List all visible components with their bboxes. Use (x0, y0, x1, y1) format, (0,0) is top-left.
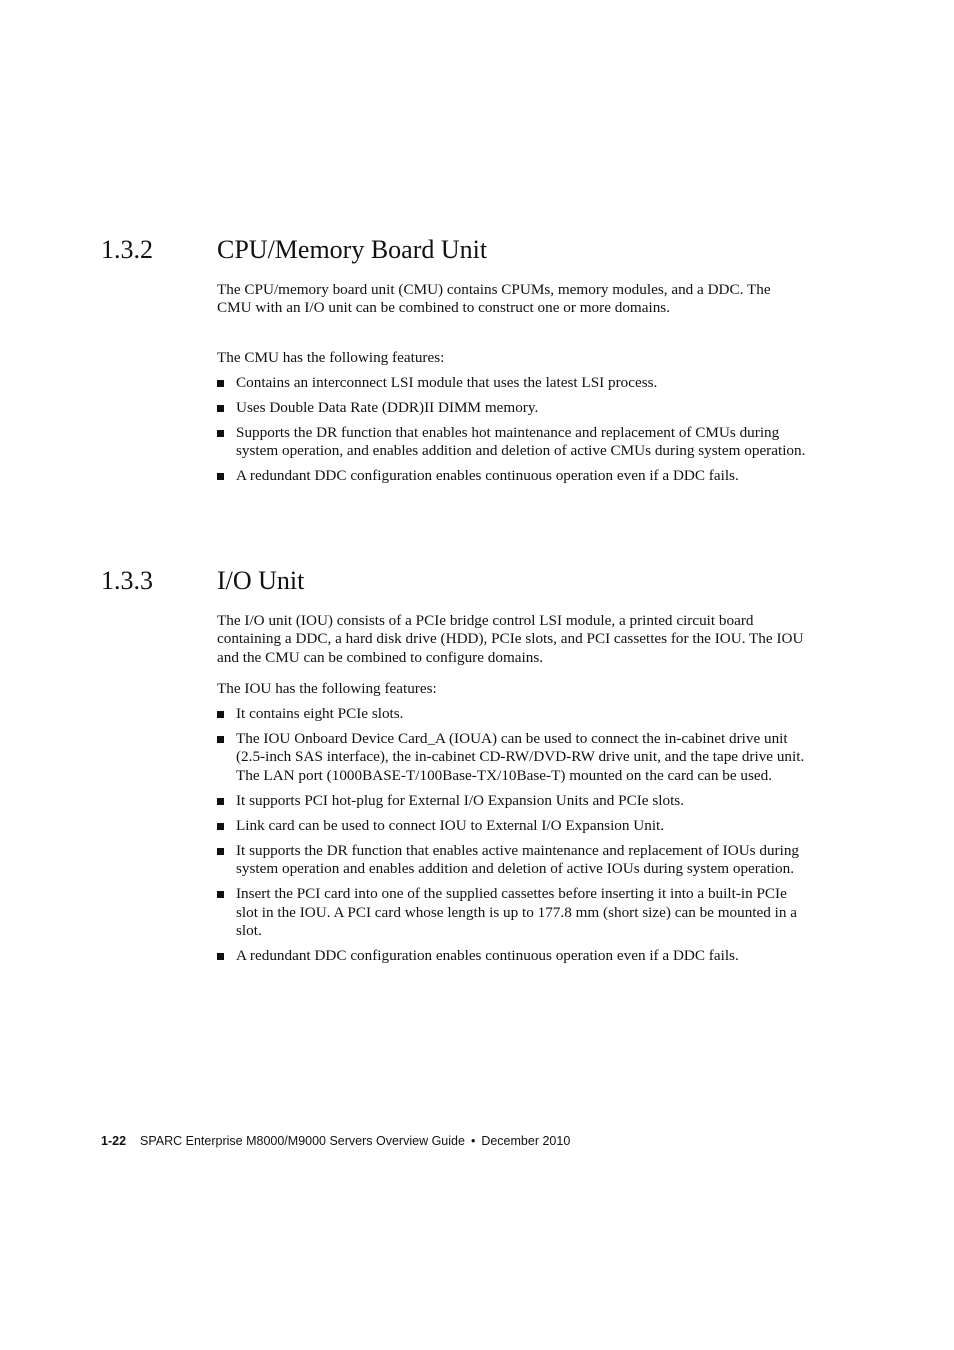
square-bullet-icon (217, 473, 224, 480)
footer-separator: • (470, 1134, 476, 1148)
list-item: Insert the PCI card into one of the supplied cassettes before inserting it into a built-in PCIe slot in the IOU. A PCI card whose length is up to 177.8 mm (short size) can be mounted in a slot. (217, 885, 807, 940)
list-item: A redundant DDC configuration enables continuous operation even if a DDC fails. (217, 947, 807, 965)
section-heading (101, 235, 487, 265)
list-item: Contains an interconnect LSI module that uses the latest LSI process. (217, 374, 807, 392)
square-bullet-icon (217, 798, 224, 805)
section-title: I/O Unit (217, 566, 305, 595)
square-bullet-icon (217, 736, 224, 743)
list-item: The IOU Onboard Device Card_A (IOUA) can be used to connect the in-cabinet drive unit (2.5-inch SAS interface), the in-cabinet CD-RW/DVD-RW drive unit, and the tape drive unit. The LAN port (1000BASE-T/100Base-TX/10Base-T) mounted on the card can be used. (217, 730, 807, 785)
square-bullet-icon (217, 405, 224, 412)
list-item: Supports the DR function that enables hot maintenance and replacement of CMUs during system operation, and enables addition and deletion of active CMUs during system operation. (217, 424, 807, 461)
square-bullet-icon (217, 848, 224, 855)
section-title: CPU/Memory Board Unit (217, 235, 488, 264)
page-number: 1-22 (101, 1134, 127, 1148)
list-item: It contains eight PCIe slots. (217, 705, 807, 723)
list-item: It supports PCI hot-plug for External I/O Expansion Units and PCIe slots. (217, 792, 807, 810)
square-bullet-icon (217, 953, 224, 960)
page-footer (101, 1133, 570, 1149)
section-number: 1.3.3 (101, 566, 153, 595)
list-item: A redundant DDC configuration enables continuous operation even if a DDC fails. (217, 467, 807, 485)
section-intro: The CPU/memory board unit (CMU) contains CPUMs, memory modules, and a DDC. The CMU with an I/O unit can be combined to construct one or more domains. (217, 281, 771, 317)
square-bullet-icon (217, 823, 224, 830)
list-item: It supports the DR function that enables active maintenance and replacement of IOUs during system operation and enables addition and deletion of active IOUs during system operation. (217, 842, 807, 879)
feature-list (217, 374, 807, 492)
document-title: SPARC Enterprise M8000/M9000 Servers Overview Guide (140, 1134, 465, 1148)
square-bullet-icon (217, 891, 224, 898)
list-item: Uses Double Data Rate (DDR)II DIMM memory. (217, 399, 807, 417)
feature-list (217, 705, 807, 972)
square-bullet-icon (217, 430, 224, 437)
square-bullet-icon (217, 711, 224, 718)
section-heading (101, 566, 304, 596)
features-lead: The CMU has the following features: (217, 349, 445, 366)
section-number: 1.3.2 (101, 235, 153, 264)
square-bullet-icon (217, 380, 224, 387)
features-lead: The IOU has the following features: (217, 680, 437, 697)
document-date: December 2010 (481, 1134, 571, 1148)
list-item: Link card can be used to connect IOU to External I/O Expansion Unit. (217, 817, 807, 835)
section-intro: The I/O unit (IOU) consists of a PCIe bridge control LSI module, a printed circuit board containing a DDC, a hard disk drive (HDD), PCIe slots, and PCI cassettes for the IOU. The IOU and the CMU can be combined to configure domains. (217, 612, 804, 666)
